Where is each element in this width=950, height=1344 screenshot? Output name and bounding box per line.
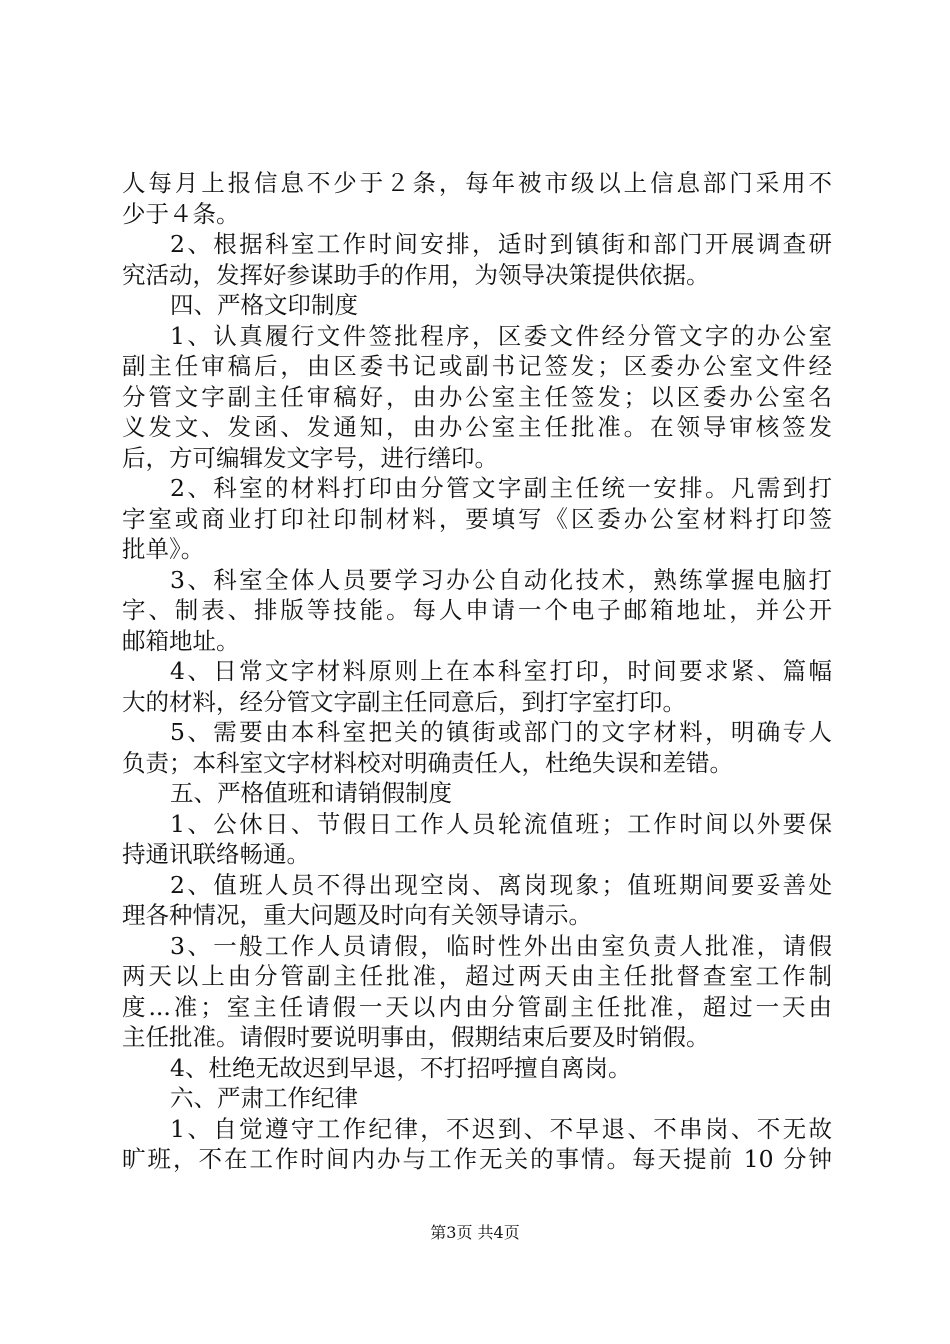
text-line: 4、杜绝无故迟到早退，不打招呼擅自离岗。	[170, 1053, 632, 1082]
text-line: 邮箱地址。	[122, 626, 240, 655]
text-line: 究活动，发挥好参谋助手的作用，为领导决策提供依据。	[122, 260, 710, 289]
text-line: 3、一般工作人员请假，临时性外出由室负责人批准，请假	[170, 931, 832, 960]
text-line: 理各种情况，重大问题及时向有关领导请示。	[122, 901, 592, 929]
text-line: 义发文、发函、发通知，由办公室主任批准。在领导审核签发	[122, 413, 832, 441]
text-line: 四、严格文印制度	[170, 291, 358, 319]
text-line: 2、值班人员不得出现空岗、离岗现象；值班期间要妥善处	[170, 870, 832, 899]
text-line: 六、严肃工作纪律	[170, 1084, 358, 1112]
text-line: 持通讯联络畅通。	[122, 840, 310, 868]
text-line: 五、严格值班和请销假制度	[170, 779, 452, 807]
text-line: 负责；本科室文字材料校对明确责任人，杜绝失误和差错。	[122, 748, 733, 777]
text-line: 分管文字副主任审稿好，由办公室主任签发；以区委办公室名	[122, 382, 832, 411]
text-line: 5、需要由本科室把关的镇街或部门的文字材料，明确专人	[170, 718, 832, 746]
page-footer: 第3页 共4页	[430, 1223, 520, 1242]
text-line: 旷班，不在工作时间内办与工作无关的事情。每天提前 10 分钟	[122, 1145, 832, 1173]
text-line: 批单》。	[122, 535, 205, 563]
text-line: 字室或商业打印社印制材料，要填写《区委办公室材料打印签	[122, 504, 832, 533]
text-line: 副主任审稿后，由区委书记或副书记签发；区委办公室文件经	[122, 352, 832, 380]
text-line: 主任批准。请假时要说明事由，假期结束后要及时销假。	[122, 1023, 710, 1051]
text-line: 1、自觉遵守工作纪律，不迟到、不早退、不串岗、不无故	[170, 1114, 832, 1143]
text-line: 人每月上报信息不少于２条，每年被市级以上信息部门采用不	[122, 169, 832, 197]
text-line: 少于４条。	[122, 199, 240, 228]
text-line: 3、科室全体人员要学习办公自动化技术，熟练掌握电脑打	[170, 565, 832, 594]
text-line: 大的材料，经分管文字副主任同意后，到打字室打印。	[122, 687, 686, 716]
text-line: 度...准；室主任请假一天以内由分管副主任批准，超过一天由	[122, 992, 832, 1021]
text-line: 1、认真履行文件签批程序，区委文件经分管文字的办公室	[170, 321, 832, 350]
text-line: 后，方可编辑发文字号，进行缮印。	[122, 443, 498, 472]
text-line: 1、公休日、节假日工作人员轮流值班；工作时间以外要保	[170, 809, 832, 838]
text-line: 字、制表、排版等技能。每人申请一个电子邮箱地址，并公开	[122, 596, 832, 624]
text-line: 4、日常文字材料原则上在本科室打印，时间要求紧、篇幅	[170, 657, 832, 685]
text-line: 2、根据科室工作时间安排，适时到镇街和部门开展调查研	[170, 230, 832, 258]
text-line: 2、科室的材料打印由分管文字副主任统一安排。凡需到打	[170, 474, 832, 502]
document-body	[122, 168, 832, 1175]
text-line: 两天以上由分管副主任批准，超过两天由主任批督查室工作制	[122, 962, 832, 990]
